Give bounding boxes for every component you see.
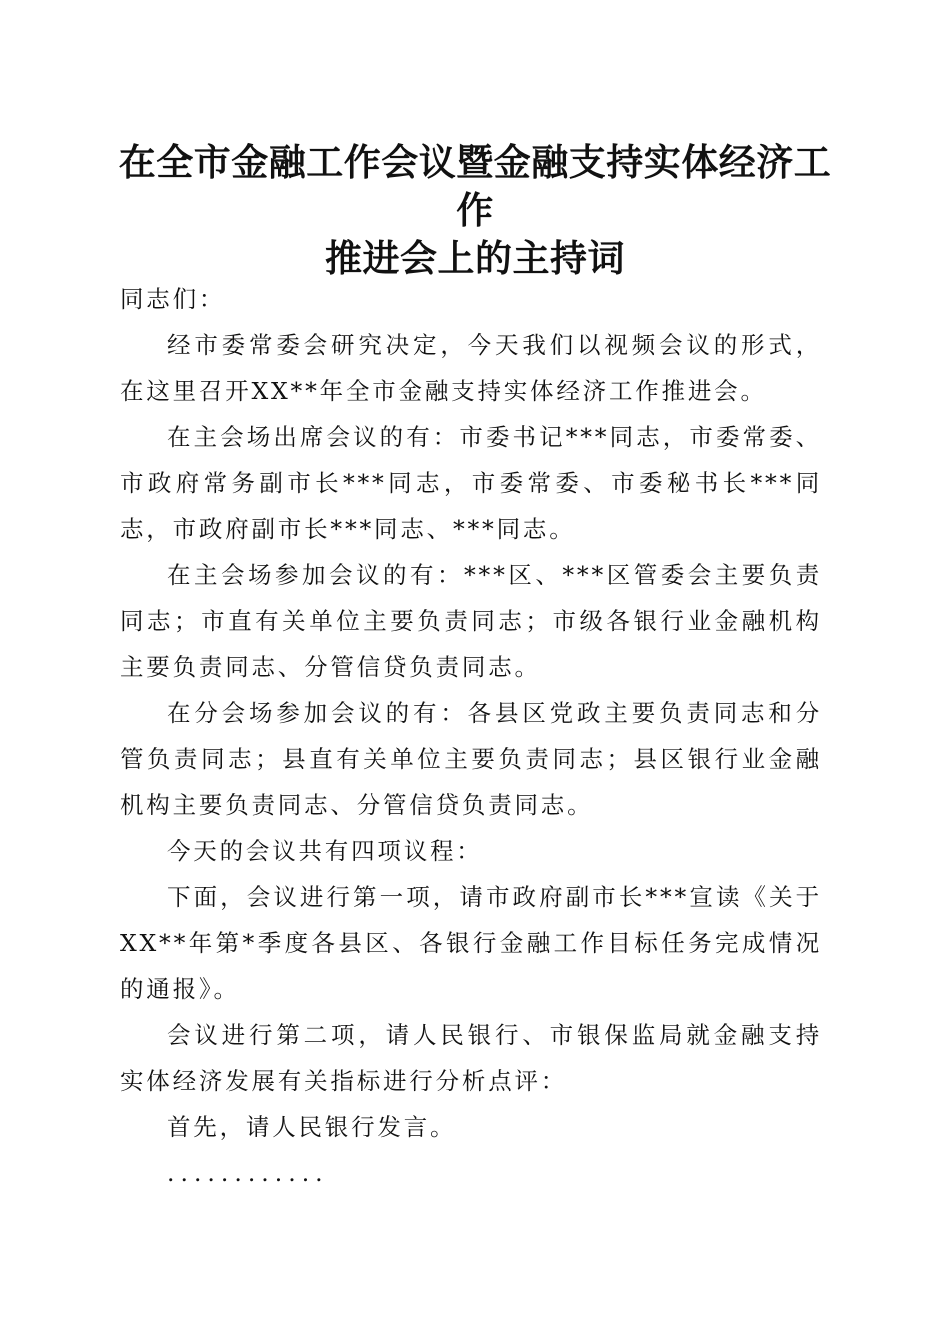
salutation: 同志们：: [120, 285, 226, 313]
ellipsis: ............: [167, 1159, 329, 1187]
document-title: [110, 138, 840, 282]
paragraph-8: 首先，请人民银行发言。: [167, 1113, 457, 1141]
paragraph-2: 在主会场出席会议的有：市委书记***同志，市委常委、市政府常务副市长***同志，市委常委、市委秘书长***同志，市政府副市长***同志、***同志。: [120, 423, 822, 543]
paragraph-6: 下面，会议进行第一项，请市政府副市长***宣读《关于XX**年第*季度各县区、各银行金融工作目标任务完成情况的通报》。: [120, 883, 822, 1003]
paragraph-1: 经市委常委会研究决定，今天我们以视频会议的形式，在这里召开XX**年全市金融支持实体经济工作推进会。: [120, 331, 822, 405]
paragraph-4: 在分会场参加会议的有：各县区党政主要负责同志和分管负责同志；县直有关单位主要负责同志；县区银行业金融机构主要负责同志、分管信贷负责同志。: [120, 699, 822, 819]
title-line-2: 推进会上的主持词: [325, 236, 625, 280]
paragraph-5: 今天的会议共有四项议程：: [167, 837, 483, 865]
title-line-1: 在全市金融工作会议暨金融支持实体经济工作: [118, 140, 832, 232]
document-body: [120, 276, 822, 1196]
paragraph-7: 会议进行第二项，请人民银行、市银保监局就金融支持实体经济发展有关指标进行分析点评：: [120, 1021, 822, 1095]
paragraph-3: 在主会场参加会议的有：***区、***区管委会主要负责同志；市直有关单位主要负责同志；市级各银行业金融机构主要负责同志、分管信贷负责同志。: [120, 561, 822, 681]
